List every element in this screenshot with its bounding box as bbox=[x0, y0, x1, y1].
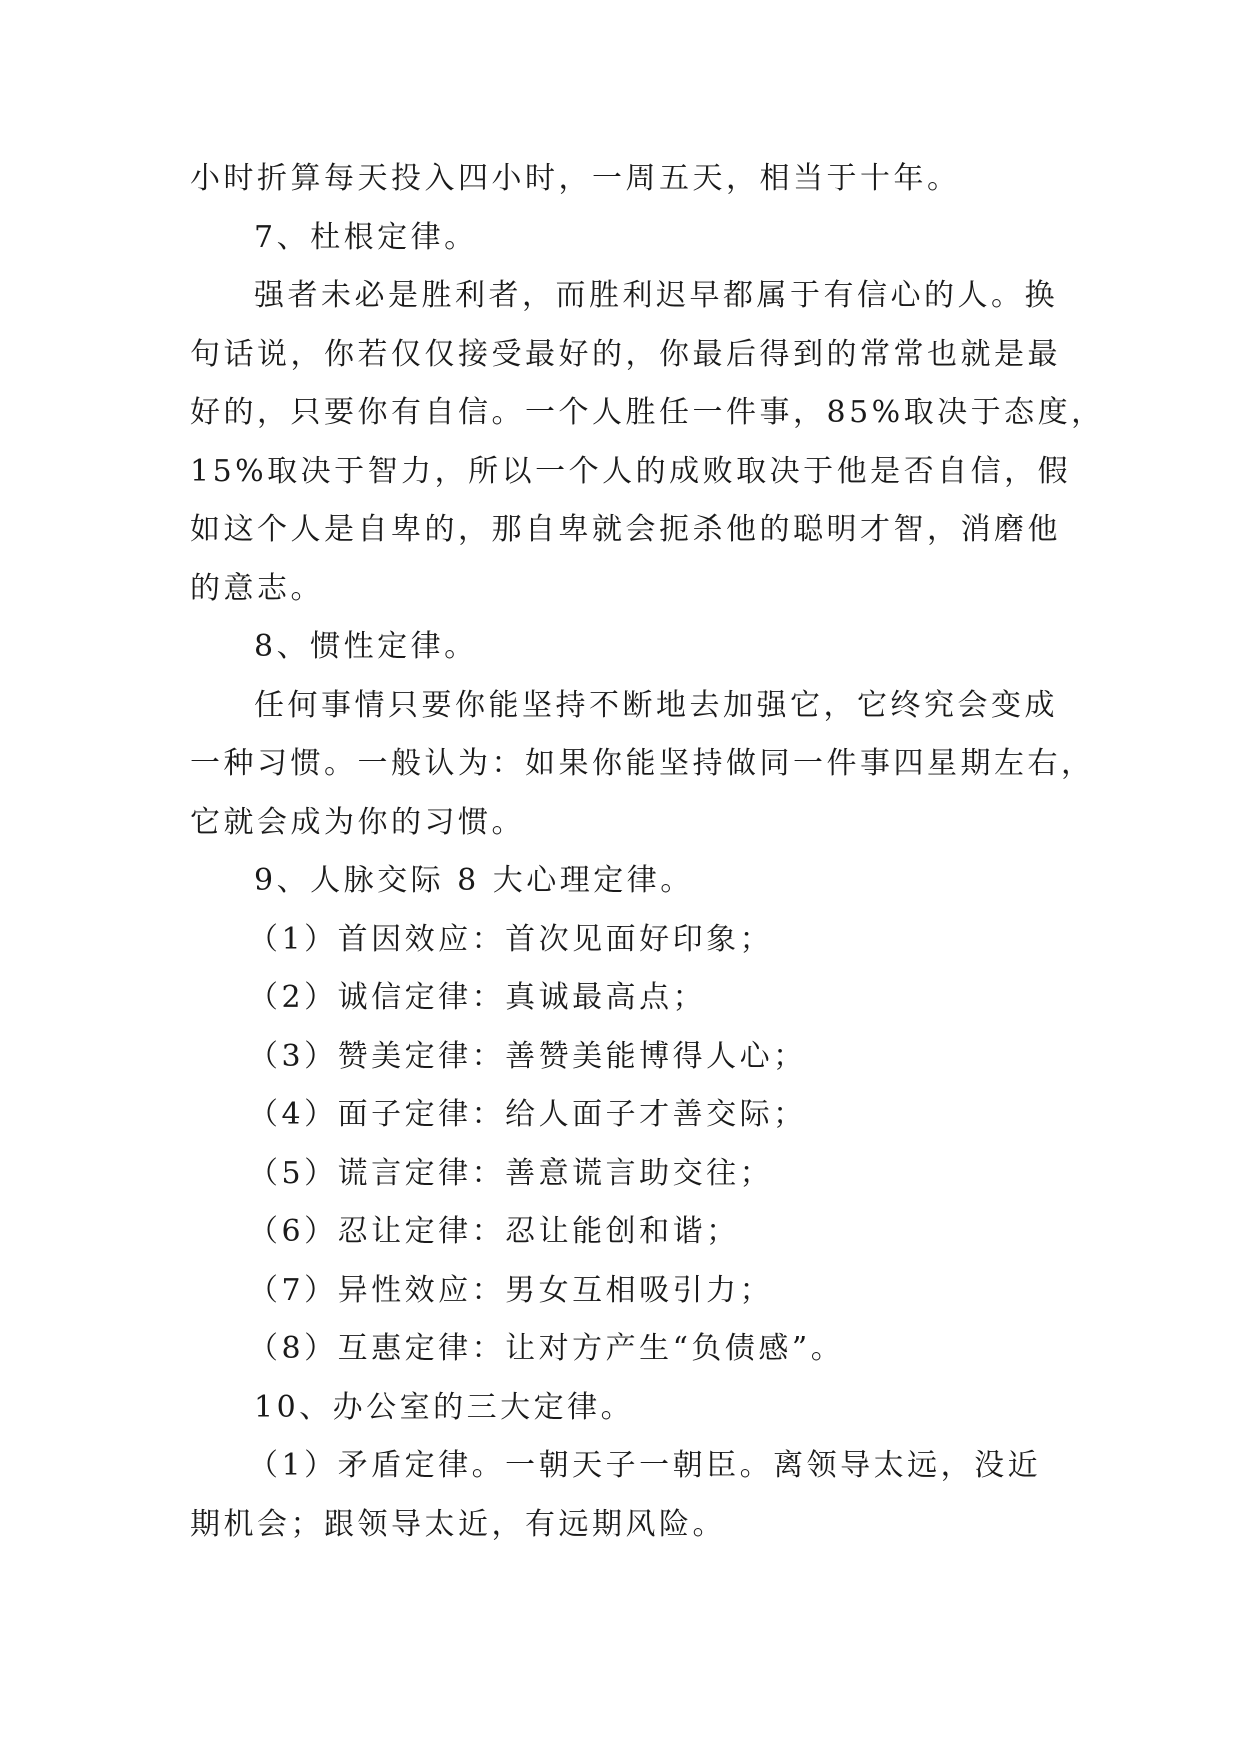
text-line-3: 强者未必是胜利者，而胜利迟早都属于有信心的人。换 bbox=[254, 278, 1058, 313]
text-line-10: 任何事情只要你能坚持不断地去加强它，它终究会变成 bbox=[254, 687, 1058, 723]
section-heading-10: 10、办公室的三大定律。 bbox=[254, 1389, 635, 1425]
text-line-1: 小时折算每天投入四小时，一周五天，相当于十年。 bbox=[190, 161, 961, 196]
text-line-24: 期机会；跟领导太近，有远期风险。 bbox=[190, 1506, 726, 1542]
text-line-12: 它就会成为你的习惯。 bbox=[190, 804, 525, 840]
list-item-2: （2）诚信定律：真诚最高点； bbox=[248, 980, 707, 1015]
text-line-23: （1）矛盾定律。一朝天子一朝臣。离领导太远，没近 bbox=[248, 1448, 1042, 1483]
text-line-4: 句话说，你若仅仅接受最好的，你最后得到的常常也就是最 bbox=[190, 336, 1061, 372]
section-heading-8: 8、惯性定律。 bbox=[254, 629, 478, 664]
list-item-4: （4）面子定律：给人面子才善交际； bbox=[248, 1097, 807, 1132]
list-item-7: （7）异性效应：男女互相吸引力； bbox=[248, 1272, 774, 1308]
list-item-5: （5）谎言定律：善意谎言助交往； bbox=[248, 1155, 774, 1191]
list-item-3: （3）赞美定律：善赞美能博得人心； bbox=[248, 1038, 807, 1074]
text-line-7: 如这个人是自卑的，那自卑就会扼杀他的聪明才智，消磨他 bbox=[190, 512, 1061, 547]
text-line-5: 好的，只要你有自信。一个人胜任一件事，85%取决于态度， bbox=[190, 395, 1105, 430]
text-line-8: 的意志。 bbox=[190, 570, 324, 606]
text-line-11: 一种习惯。一般认为：如果你能坚持做同一件事四星期左右， bbox=[190, 746, 1095, 781]
list-item-6: （6）忍让定律：忍让能创和谐； bbox=[248, 1214, 740, 1249]
section-heading-9: 9、人脉交际 8 大心理定律。 bbox=[254, 863, 694, 898]
section-heading-7: 7、杜根定律。 bbox=[254, 219, 478, 255]
list-item-1: （1）首因效应：首次见面好印象； bbox=[248, 921, 774, 957]
text-line-6: 15%取决于智力，所以一个人的成败取决于他是否自信，假 bbox=[190, 453, 1072, 489]
document-page bbox=[190, 150, 1105, 1554]
list-item-8: （8）互惠定律：让对方产生“负债感”。 bbox=[248, 1331, 845, 1366]
